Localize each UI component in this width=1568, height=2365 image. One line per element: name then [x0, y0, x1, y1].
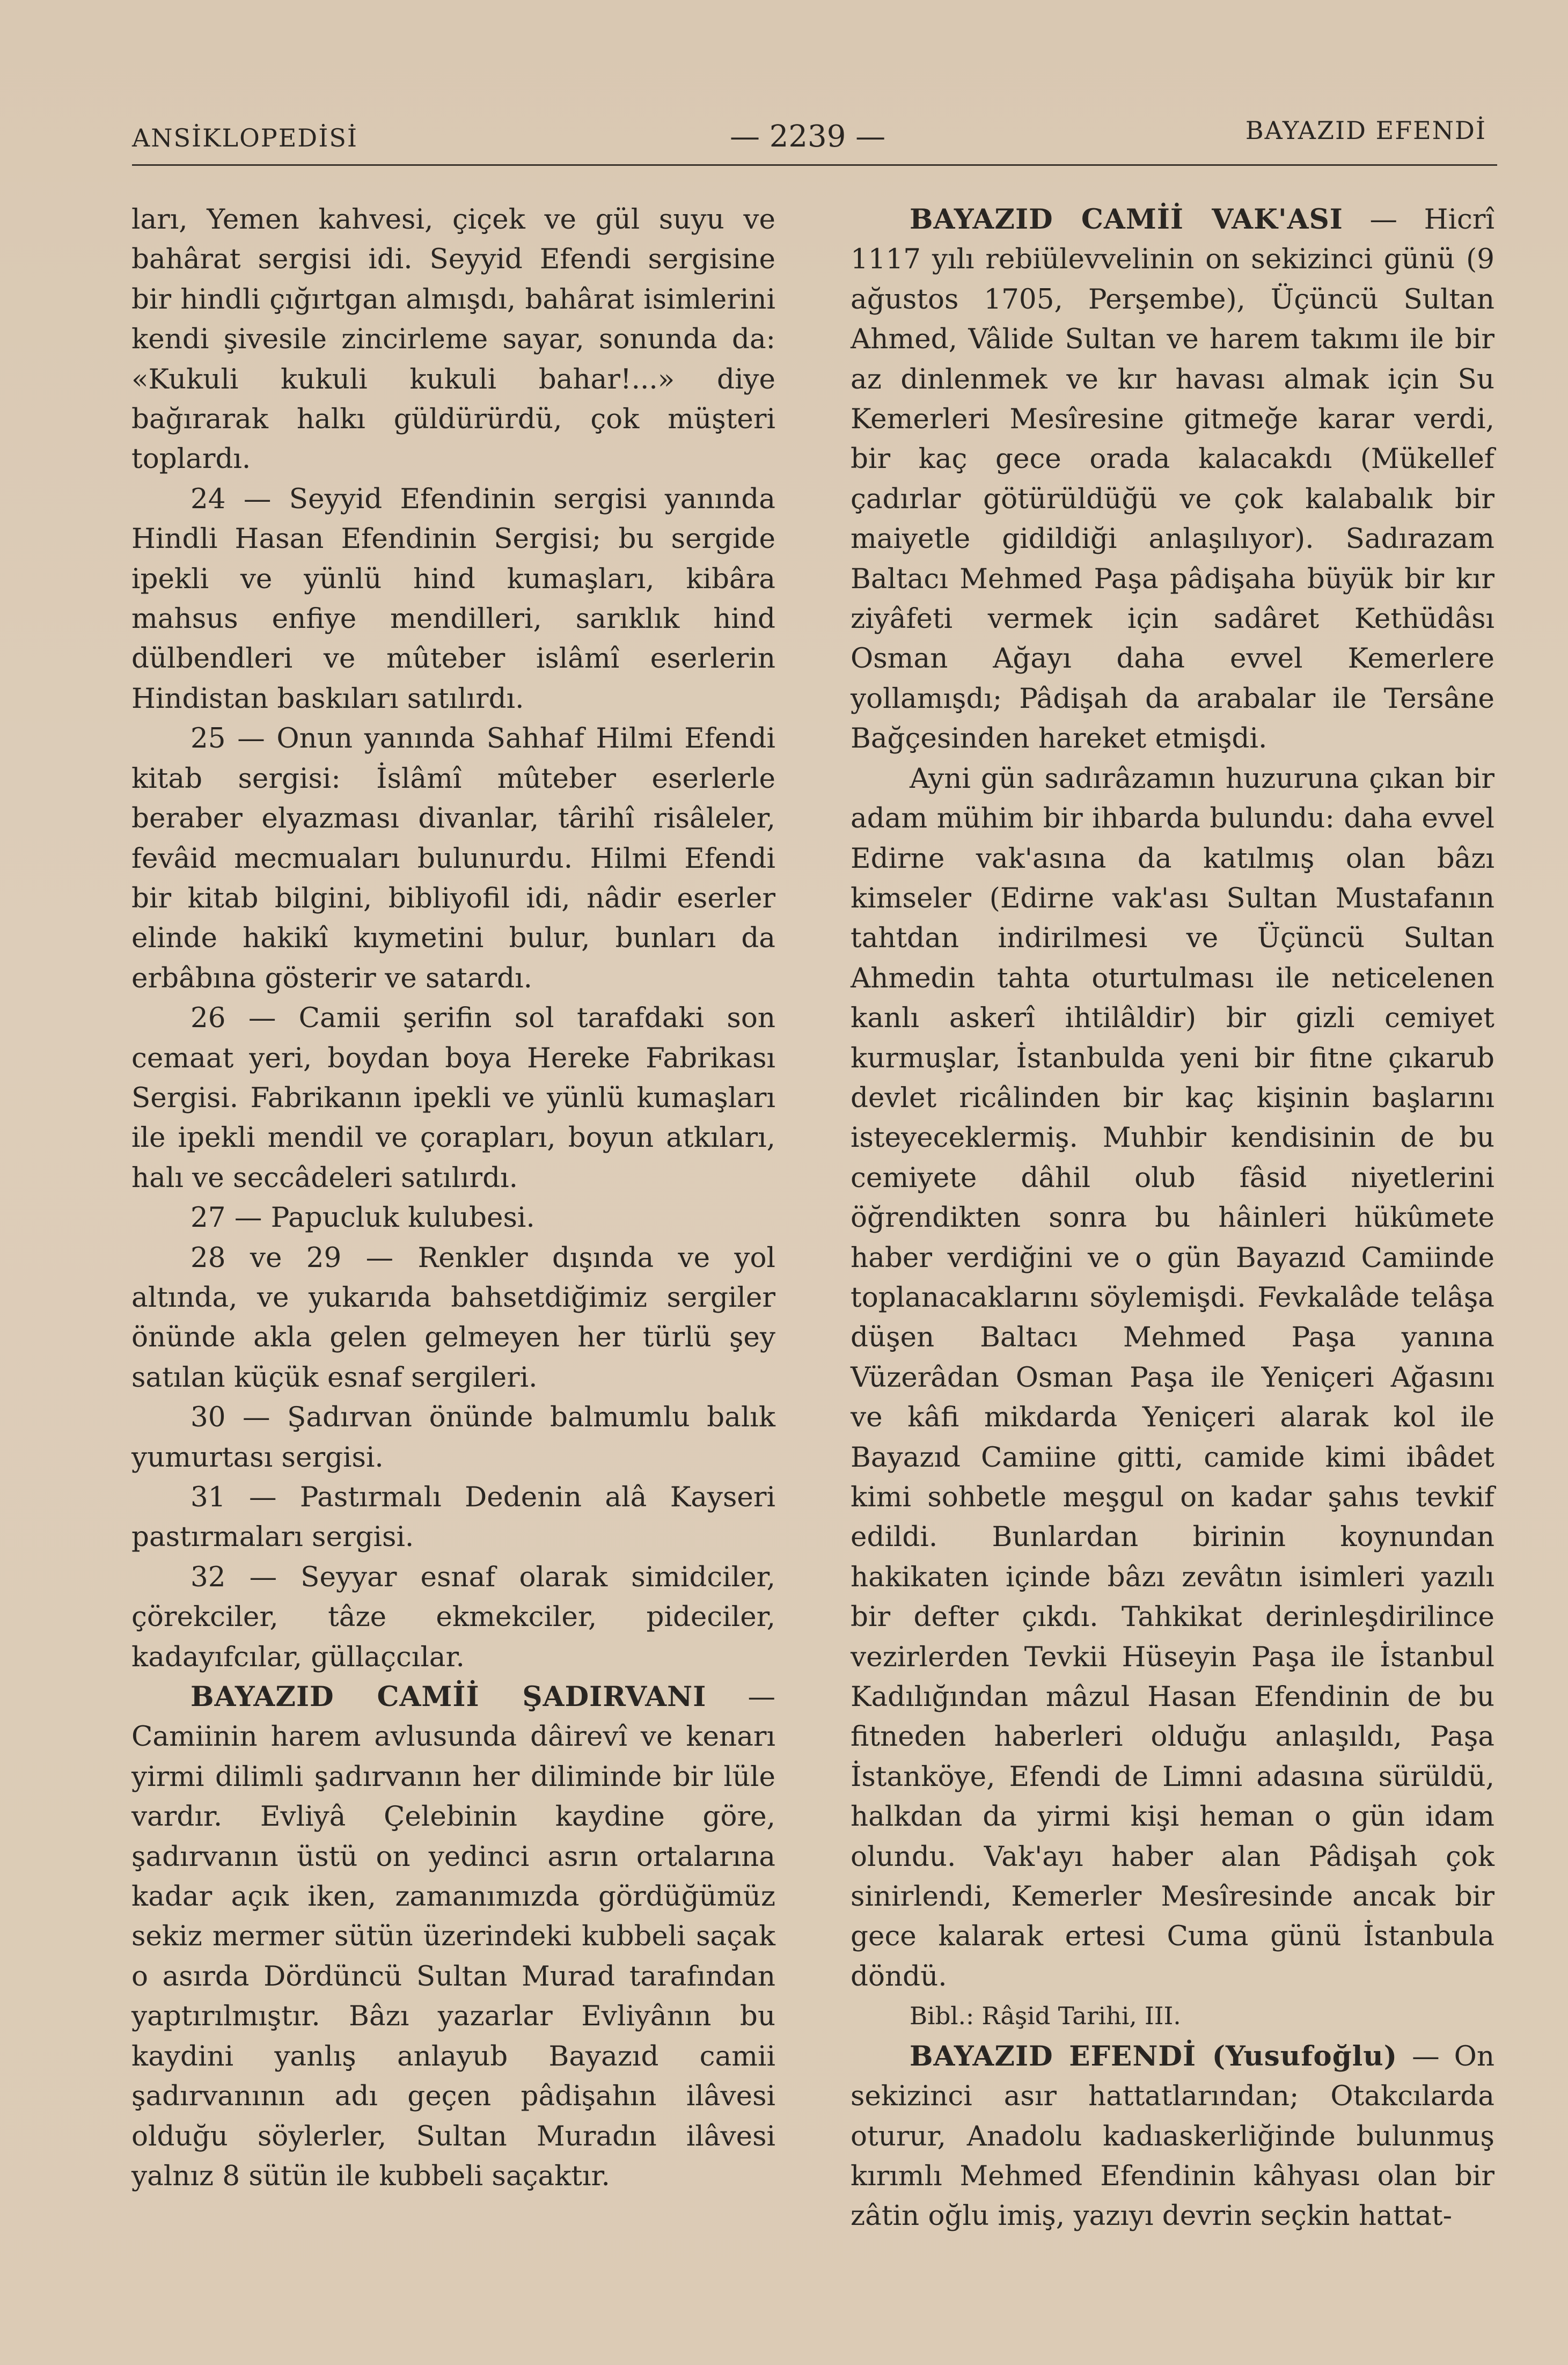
bibliography: Bibl.: Râşid Tarihi, III.	[910, 2002, 1181, 2031]
running-title-right: BAYAZID EFENDİ	[1245, 116, 1486, 145]
entry-heading: BAYAZID EFENDİ (Yusufoğlu)	[910, 2040, 1398, 2073]
paragraph: 31 — Pastırmalı Dedenin alâ Kayseri pastırmaları sergisi.	[131, 1481, 775, 1554]
entry-heading: BAYAZID CAMİİ VAK'ASI	[910, 203, 1343, 236]
entry-heading: BAYAZID CAMİİ ŞADIRVANI	[190, 1681, 707, 1714]
paragraph: 25 — Onun yanında Sahhaf Hilmi Efendi kitab sergisi: İslâmî mûteber eserlerle beraber elyazması divanlar, târihî risâleler, fevâid mecmuaları bulunurdu. Hilmi Efendi bir kitab bilgini, bibliyofil idi, nâdir eserler elinde hakikî kıymetini bulur, bunları da erbâbına gösterir ve satardı.	[131, 722, 775, 994]
entry-paragraph	[851, 2037, 1494, 2236]
page-header	[123, 107, 1497, 166]
left-column	[131, 200, 775, 2196]
paragraph: 28 ve 29 — Renkler dışında ve yol altında, ve yukarıda bahsetdiğimiz sergiler önünde akla gelen gelmeyen her türlü şey satılan küçük esnaf sergileri.	[131, 1241, 775, 1394]
paragraph: 24 — Seyyid Efendinin sergisi yanında Hindli Hasan Efendinin Sergisi; bu sergide ipekli ve yünlü hind kumaşları, kibâra mahsus enfiye mendilleri, sarıklık hind dülbendleri ve mûteber islâmî eserlerin Hindistan baskıları satılırdı.	[131, 482, 775, 715]
entry-text: — Hicrî 1117 yılı rebiülevvelinin on sekizinci günü (9 ağustos 1705, Perşembe), Üçüncü Sultan Ahmed, Vâlide Sultan ve harem takımı ile bir az dinlenmek ve kır havası almak için Su Kemerleri Mesîresine gitmeğe karar verdi, bir kaç gece orada kalacakdı (Mükellef çadırlar götürüldüğü ve çok kalabalık bir maiyetle gidildiği anlaşılıyor). Sadırazam Baltacı Mehmed Paşa pâdişaha büyük bir kır ziyâfeti vermek için sadâret Kethüdâsı Osman Ağayı daha evvel Kemerlere yollamışdı; Pâdişah da arabalar ile Tersâne Bağçesinden hareket etmişdi.	[851, 203, 1494, 755]
paragraph: ları, Yemen kahvesi, çiçek ve gül suyu ve bahârat sergisi idi. Seyyid Efendi sergisine bir hindli çığırtgan almışdı, bahârat isimlerini kendi şivesile zincirleme sayar, sonunda da: «Kukuli kukuli kukuli bahar!...» diye bağırarak halkı güldürürdü, çok müşteri toplardı.	[131, 203, 775, 475]
running-title-left: ANSİKLOPEDİSİ	[132, 123, 358, 152]
entry-text: — Camiinin harem avlusunda dâirevî ve kenarı yirmi dilimli şadırvanın her diliminde bir lüle vardır. Evliyâ Çelebinin kaydine göre, şadırvanın üstü on yedinci asrın ortalarına kadar açık iken, zamanımızda gördüğümüz sekiz mermer sütün üzerindeki kubbeli saçak o asırda Dördüncü Sultan Murad tarafından yaptırılmıştır. Bâzı yazarlar Evliyânın bu kaydini yanlış anlayub Bayazıd camii şadırvanının adı geçen pâdişahın ilâvesi olduğu söylerler, Sultan Muradın ilâvesi yalnız 8 sütün ile kubbeli saçaktır.	[131, 1681, 775, 2192]
entry-paragraph	[851, 200, 1494, 759]
paragraph: Ayni gün sadırâzamın huzuruna çıkan bir adam mühim bir ihbarda bulundu: daha evvel Edirne vak'asına da katılmış olan bâzı kimseler (Edirne vak'ası Sultan Mustafanın tahtdan indirilmesi ve Üçüncü Sultan Ahmedin tahta oturtulması ile neticelenen kanlı askerî ihtilâldir) bir gizli cemiyet kurmuşlar, İstanbulda yeni bir fitne çıkarub devlet ricâlinden bir kaç kişinin başlarını isteyeceklermiş. Muhbir kendisinin de bu cemiyete dâhil olub fâsid niyetlerini öğrendikten sonra bu hâinleri hükûmete haber verdiğini ve o gün Bayazıd Camiinde toplanacaklarını söylemişdi. Fevkalâde telâşa düşen Baltacı Mehmed Paşa yanına Vüzerâdan Osman Paşa ile Yeniçeri Ağasını ve kâfi mikdarda Yeniçeri alarak kol ile Bayazıd Camiine gitti, camide kimi ibâdet kimi sohbetle meşgul on kadar şahıs tevkif edildi. Bunlardan birinin koynundan hakikaten içinde bâzı zevâtın isimleri yazılı bir defter çıkdı. Tahkikat derinleşdirilince vezirlerden Tevkii Hüseyin Paşa ile İstanbul Kadılığından mâzul Hasan Efendinin de bu fitneden haberleri olduğu anlaşıldı, Paşa İstanköye, Efendi de Limni adasına sürüldü, halkdan da yirmi kişi heman o gün idam olundu. Vak'ayı haber alan Pâdişah çok sinirlendi, Kemerler Mesîresinde ancak bir gece kalarak ertesi Cuma günü İstanbula döndü.	[851, 762, 1494, 1993]
paragraph: 30 — Şadırvan önünde balmumlu balık yumurtası sergisi.	[131, 1401, 775, 1474]
entry-text: — On sekizinci asır hattatlarından; Otakcılarda oturur, Anadolu kadıaskerliğinde bulunmuş kırımlı Mehmed Efendinin kâhyası olan bir zâtin oğlu imiş, yazıyı devrin seçkin hattat-	[851, 2040, 1494, 2232]
paragraph: 32 — Seyyar esnaf olarak simidciler, çörekciler, tâze ekmekciler, pideciler, kadayıfcılar, güllaçcılar.	[131, 1561, 775, 1673]
paragraph: 27 — Papucluk kulubesi.	[190, 1202, 535, 1234]
page-number: — 2239 —	[730, 119, 886, 154]
header-rule	[132, 164, 1497, 166]
entry-paragraph	[131, 1677, 775, 2196]
right-column	[851, 200, 1494, 2236]
paragraph: 26 — Camii şerifin sol tarafdaki son cemaat yeri, boydan boya Hereke Fabrikası Sergisi. Fabrikanın ipekli ve yünlü kumaşları ile ipekli mendil ve çorapları, boyun atkıları, halı ve seccâdeleri satılırdı.	[131, 1002, 775, 1194]
